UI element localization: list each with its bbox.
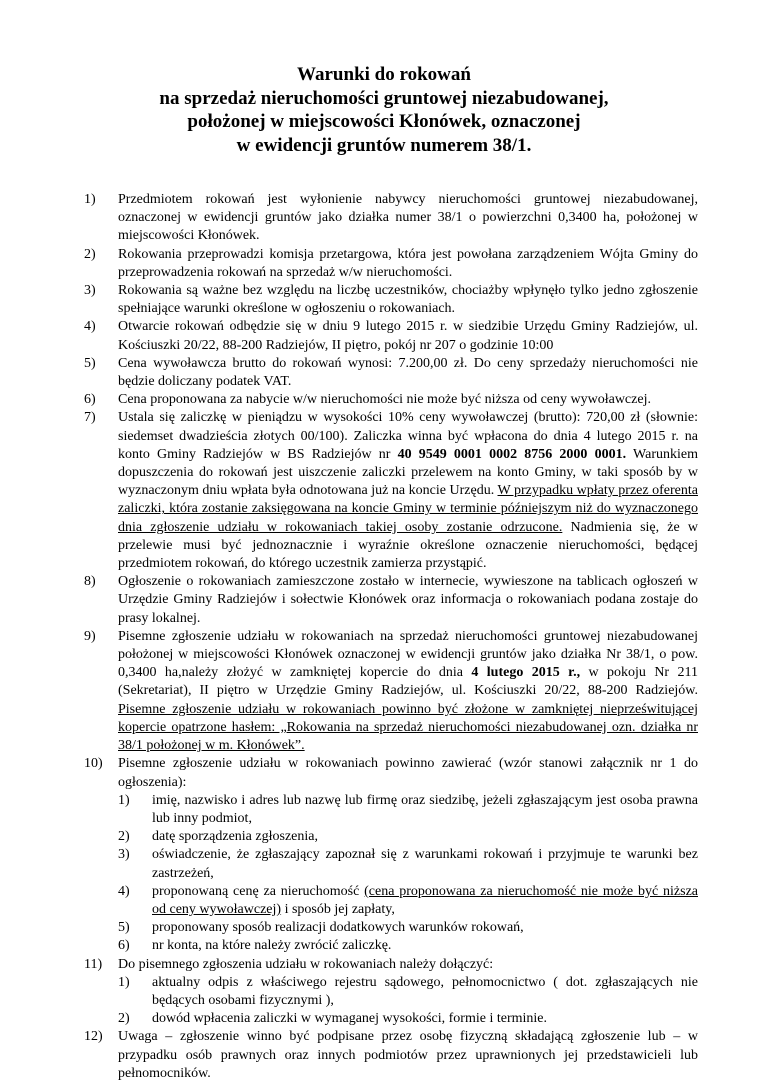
item-number: 7) <box>84 410 96 426</box>
list-item <box>84 355 698 391</box>
list-item <box>84 282 698 318</box>
bank-account-number: 40 9549 0001 0002 8756 2000 0001. <box>397 446 627 462</box>
sub-list-item <box>118 974 698 1010</box>
title-line: na sprzedaż nieruchomości gruntowej niezabudowanej, <box>159 87 609 109</box>
list-item <box>84 191 698 246</box>
sub-list-item <box>118 846 698 882</box>
sub-item-text: imię, nazwisko i adres lub nazwę lub firmę oraz siedzibę, jeżeli zgłaszającym jest osoba prawna lub inny podmiot, <box>152 792 698 826</box>
item-text: Ustala się zaliczkę w pieniądzu w wysokości 10% ceny wywoławczej (brutto): 720,00 zł (słownie: siedemset dwadzieścia złotych 00/100). Zaliczka winna być wpłacona do dnia 4 lutego 2015 r. na konto Gminy Radziejów w BS Radziejów nr <box>118 410 698 462</box>
item-number: 8) <box>84 574 96 590</box>
item-number: 1) <box>84 192 96 207</box>
sub-list-item <box>118 883 698 919</box>
item-number: 3) <box>84 283 96 299</box>
item-text: Ogłoszenie o rokowaniach zamieszczone zostało w internecie, wywieszone na tablicach ogłoszeń w Urzędzie Gminy Radziejów i sołectwie Kłonówek oraz informacja o rokowaniach podana zostaje do prasy lokalnej. <box>118 574 698 626</box>
list-item <box>84 573 698 628</box>
sub-item-text: nr konta, na które należy zwrócić zaliczkę. <box>152 938 392 954</box>
item-number: 9) <box>84 628 96 644</box>
sub-list-item <box>118 919 698 937</box>
item-number: 5) <box>84 355 96 371</box>
list-item <box>84 956 698 1029</box>
sub-item-text: dowód wpłacenia zaliczki w wymaganej wysokości, formie i terminie. <box>152 1011 547 1027</box>
item-number: 6) <box>84 392 96 408</box>
sub-item-text: proponowany sposób realizacji dodatkowych warunków rokowań, <box>152 920 524 936</box>
sub-item-number: 2) <box>118 1011 130 1027</box>
item-text: Do pisemnego zgłoszenia udziału w rokowaniach należy dołączyć: <box>118 956 494 972</box>
sub-item-number: 3) <box>118 847 130 863</box>
sub-item-number: 2) <box>118 829 130 845</box>
title-line: Warunki do rokowań <box>297 64 471 85</box>
item-number: 2) <box>84 246 96 262</box>
sub-item-text: datę sporządzenia zgłoszenia, <box>152 829 318 845</box>
item-number: 10) <box>84 756 103 772</box>
list-item <box>84 755 698 955</box>
item-text: Pisemne zgłoszenie udziału w rokowaniach na sprzedaż nieruchomości gruntowej niezabudowanej położonej w miejscowości Kłonówek oznaczonej w ewidencji gruntów jako działka Nr 38/1, o pow. 0,3400 ha,należy złożyć w zamkniętej kopercie do dnia <box>118 628 698 681</box>
item-text: Cena proponowana za nabycie w/w nieruchomości nie może być niższa od ceny wywoławczej. <box>118 392 651 408</box>
item-number: 4) <box>84 319 96 335</box>
conditions-list <box>84 191 698 1083</box>
sub-item-text: proponowaną cenę za nieruchomość <box>152 883 365 899</box>
sub-list-item <box>118 828 698 846</box>
item-text: Cena wywoławcza brutto do rokowań wynosi: 7.200,00 zł. Do ceny sprzedaży nieruchomości nie będzie doliczany podatek VAT. <box>118 355 698 390</box>
title-line: w ewidencji gruntów numerem 38/1. <box>236 134 532 156</box>
item-number: 12) <box>84 1029 103 1045</box>
sub-item-number: 1) <box>118 792 130 808</box>
item-text: Rokowania są ważne bez względu na liczbę uczestników, chociażby wpłynęło tylko jedno zgłoszenie spełniające warunki określone w ogłoszeniu o rokowaniach. <box>118 283 698 317</box>
sub-item-text: oświadczenie, że zgłaszający zapoznał się z warunkami rokowań i przyjmuje te warunki bez zastrzeżeń, <box>152 847 698 881</box>
item-text: Pisemne zgłoszenie udziału w rokowaniach powinno zawierać (wzór stanowi załącznik nr 1 do ogłoszenia): <box>118 756 698 790</box>
sub-list-item <box>118 1010 698 1028</box>
underlined-note: (cena proponowana za nieruchomość nie może być niższa od ceny wywoławczej) <box>152 883 698 917</box>
sub-item-number: 6) <box>118 938 130 954</box>
underlined-note: Pisemne zgłoszenie udziału w rokowaniach powinno być złożone w zamkniętej nieprześwitującej kopercie opatrzone hasłem: „Rokowania na sprzedaż nieruchomości niezabudowanej ozn. działka nr 38/1 położonej w m. Kłonówek”. <box>118 701 698 754</box>
item-text: Otwarcie rokowań odbędzie się w dniu 9 lutego 2015 r. w siedzibie Urzędu Gminy Radziejów, ul. Kościuszki 20/22, 88-200 Radziejów, II piętro, pokój nr 207 o godzinie 10:00 <box>118 319 698 353</box>
list-item <box>84 318 698 354</box>
list-item <box>84 391 698 409</box>
item-text: Rokowania przeprowadzi komisja przetargowa, która jest powołana zarządzeniem Wójta Gminy do przeprowadzenia rokowań na sprzedaż w/w nieruchomości. <box>118 246 698 280</box>
list-item <box>84 409 698 573</box>
sub-item-text: aktualny odpis z właściwego rejestru sądowego, pełnomocnictwo ( dot. zgłaszających nie będących osobami fizycznymi ), <box>152 974 698 1008</box>
list-item <box>84 246 698 282</box>
deadline-date: 4 lutego 2015 r., <box>471 665 581 681</box>
item-text: w pokoju Nr 211 (Sekretariat), II piętro w Urzędzie Gminy Radziejów, ul. Kościuszki 20/22, 88-200 Radziejów. <box>118 665 698 699</box>
document-title <box>0 63 768 157</box>
sub-list-item <box>118 937 698 955</box>
sub-item-number: 1) <box>118 974 130 990</box>
item-text: Uwaga – zgłoszenie winno być podpisane przez osobę fizyczną składającą zgłoszenie lub – w przypadku osób prawnych oraz innych podmiotów przez uprawnionych jej przedstawicieli lub pełnomocników. <box>118 1029 698 1081</box>
item-number: 11) <box>84 956 103 972</box>
list-item <box>84 628 698 755</box>
item-text: Warunkiem dopuszczenia do rokowań jest uiszczenie zaliczki przelewem na konto Gminy, w taki sposób by w wyznaczonym dniu wpłata była odnotowana już na koncie Urzędu. <box>118 446 698 499</box>
title-line: położonej w miejscowości Kłonówek, oznaczonej <box>187 111 581 132</box>
item-text: Przedmiotem rokowań jest wyłonienie nabywcy nieruchomości gruntowej niezabudowanej, oznaczonej w ewidencji gruntów jako działka numer 38/1 o powierzchni 0,3400 ha, położonej w miejscowości Kłonówek. <box>118 192 698 244</box>
sub-item-number: 5) <box>118 920 130 936</box>
sub-item-text: i sposób jej zapłaty, <box>281 901 395 917</box>
list-item <box>84 1028 698 1083</box>
underlined-note: W przypadku wpłaty przez oferenta zaliczki, która zostanie zaksięgowana na koncie Gminy w terminie późniejszym niż do wyznaczonego dnia zgłoszenie udziału w rokowaniach takiej osoby zostanie odrzucone. <box>118 483 698 535</box>
item-text: Nadmienia się, że w przelewie musi być jednoznacznie i wyraźnie określone oznaczenie nieruchomości, będącej przedmiotem rokowań, do którego uczestnik zamierza przystąpić. <box>118 519 698 572</box>
sub-item-number: 4) <box>118 883 130 899</box>
sub-list-item <box>118 792 698 828</box>
